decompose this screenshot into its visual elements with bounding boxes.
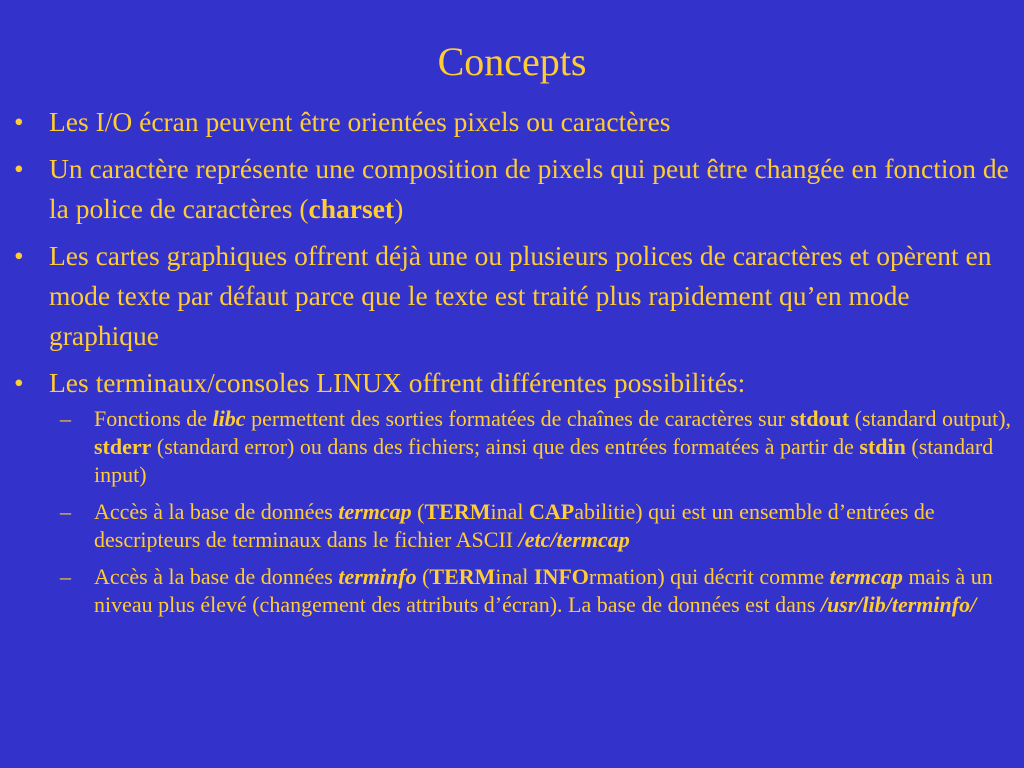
text-run: inal <box>495 564 534 589</box>
emphasis-text: libc <box>212 406 246 431</box>
text-run: ( <box>416 564 430 589</box>
bullet-text <box>49 236 1014 356</box>
bullet-item <box>14 149 1014 229</box>
emphasis-text: stdin <box>859 434 906 459</box>
sub-bullet-list <box>49 405 1014 619</box>
emphasis-text: CAP <box>529 499 575 524</box>
text-run: Les cartes graphiques offrent déjà une ou plusieurs polices de caractères et opèrent en mode texte par défaut parce que le texte est traité plus rapidement qu’en mode graphique <box>49 240 992 351</box>
sub-bullet-marker: – <box>60 406 71 431</box>
sub-bullet-text <box>94 405 1014 489</box>
emphasis-text: /usr/lib/terminfo/ <box>820 592 977 617</box>
text-run: (standard output), <box>849 406 1012 431</box>
emphasis-text: termcap <box>829 564 903 589</box>
sub-bullet-text <box>94 498 1014 554</box>
bullet-marker: • <box>14 153 24 184</box>
emphasis-text: INFO <box>533 564 589 589</box>
bullet-item <box>14 236 1014 356</box>
text-run: Les terminaux/consoles LINUX offrent différentes possibilités: <box>49 367 746 398</box>
text-run: Fonctions de <box>94 406 213 431</box>
text-run: rmation) qui décrit comme <box>588 564 830 589</box>
bullet-item <box>14 363 1014 619</box>
sub-bullet-marker: – <box>60 564 71 589</box>
text-run: (standard error) ou dans des fichiers; ainsi que des entrées formatées à partir de <box>151 434 860 459</box>
emphasis-text: TERM <box>424 499 491 524</box>
sub-bullet-item <box>14 405 1014 489</box>
sub-bullet-item <box>14 563 1014 619</box>
text-run: ( <box>411 499 425 524</box>
text-run: Les I/O écran peuvent être orientées pixels ou caractères <box>49 106 671 137</box>
emphasis-text: /etc/termcap <box>518 527 630 552</box>
sub-bullet-marker: – <box>60 499 71 524</box>
text-run: mais à un niveau plus élevé (changement des attributs d’écran). La base de données est dans <box>94 564 993 617</box>
text-run: inal <box>490 499 529 524</box>
text-run: Accès à la base de données <box>94 499 339 524</box>
sub-bullet-item <box>14 498 1014 554</box>
slide-title: Concepts <box>437 39 587 84</box>
sub-bullet-text <box>94 563 1014 619</box>
text-run: ) <box>394 193 404 224</box>
text-run: abilitie) qui est un ensemble d’entrées de descripteurs de terminaux dans le fichier ASCII <box>94 499 935 552</box>
emphasis-text: charset <box>308 193 395 224</box>
bullet-text <box>49 102 1014 142</box>
bullet-marker: • <box>14 106 24 137</box>
text-run: permettent des sorties formatées de chaînes de caractères sur <box>245 406 791 431</box>
bullet-marker: • <box>14 240 24 271</box>
emphasis-text: terminfo <box>338 564 417 589</box>
bullet-item <box>14 102 1014 142</box>
emphasis-text: stdout <box>790 406 850 431</box>
text-run: Accès à la base de données <box>94 564 339 589</box>
bullet-text <box>49 363 1014 403</box>
emphasis-text: termcap <box>338 499 412 524</box>
bullet-text <box>49 149 1014 229</box>
text-run: Un caractère représente une composition de pixels qui peut être changée en fonction de la police de caractères ( <box>49 153 1009 224</box>
emphasis-text: TERM <box>429 564 496 589</box>
bullet-list <box>14 102 1014 628</box>
bullet-marker: • <box>14 367 24 398</box>
text-run: (standard input) <box>94 434 994 487</box>
emphasis-text: stderr <box>94 434 152 459</box>
